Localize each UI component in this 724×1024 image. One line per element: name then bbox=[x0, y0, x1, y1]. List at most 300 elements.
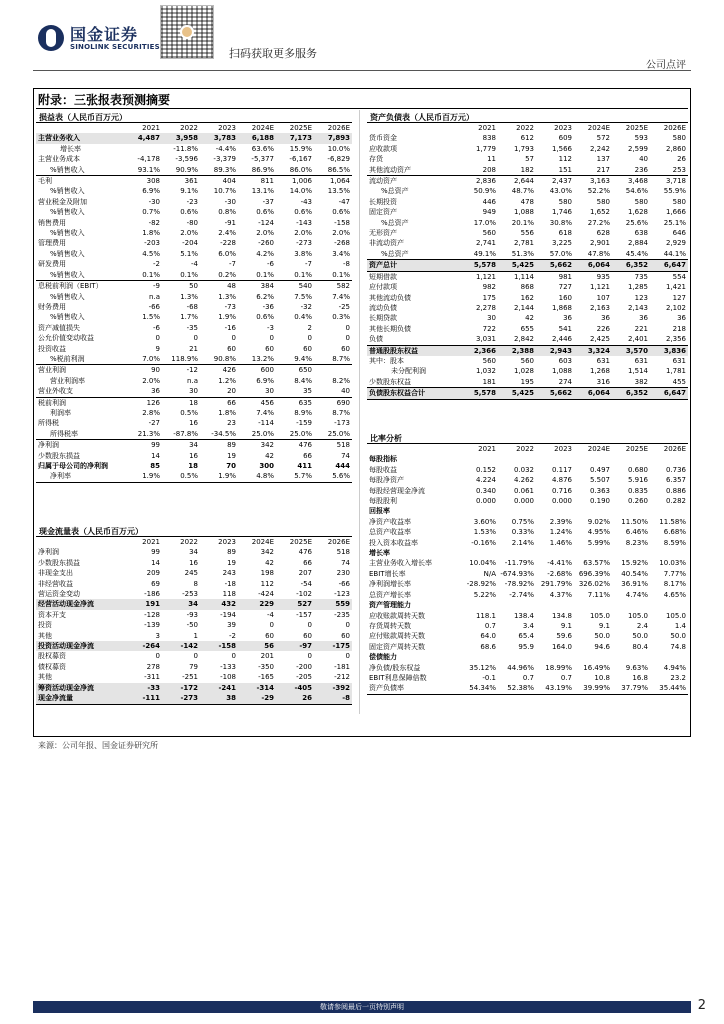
table-cell: -111 bbox=[124, 693, 162, 704]
footer-disclaimer: 敬请参阅最后一页特别声明 bbox=[320, 1003, 404, 1011]
table-cell: 10.0% bbox=[327, 144, 350, 153]
table-cell: 105.0 bbox=[589, 611, 610, 620]
sinolink-logo-icon bbox=[38, 25, 64, 51]
table-cell: 207 bbox=[298, 569, 312, 578]
table-cell: -91 bbox=[224, 218, 236, 227]
table-cell: 26 bbox=[677, 155, 686, 164]
table-cell: 4,487 bbox=[124, 133, 162, 143]
table-cell: 10.8 bbox=[594, 673, 610, 682]
table-cell: 16.49% bbox=[583, 663, 610, 672]
table-cell: 455 bbox=[650, 377, 688, 388]
table-cell: 14 bbox=[151, 558, 160, 567]
table-row bbox=[367, 558, 688, 568]
row-label: 主营业务成本 bbox=[38, 155, 80, 164]
table-row bbox=[36, 249, 352, 259]
table-cell: 1,088 bbox=[513, 208, 534, 217]
table-cell: 4.2% bbox=[256, 249, 274, 258]
row-label: 少数股东损益 bbox=[38, 558, 80, 567]
table-cell: 7.11% bbox=[587, 590, 610, 599]
row-label: 投资收益 bbox=[38, 344, 66, 353]
table-cell: -4 bbox=[191, 260, 198, 269]
row-label: 营业利润 bbox=[38, 366, 66, 375]
table-cell: 0.6% bbox=[180, 208, 198, 217]
table-cell: 1.9% bbox=[124, 471, 162, 482]
row-label: 净利率 bbox=[36, 471, 124, 482]
table-cell: 0 bbox=[307, 621, 312, 630]
table-cell: 118.1 bbox=[475, 611, 496, 620]
year-header: 2022 bbox=[180, 124, 198, 132]
row-label: 流动负债 bbox=[369, 303, 397, 312]
table-cell: 0 bbox=[307, 334, 312, 343]
table-cell: 1.4 bbox=[674, 621, 686, 630]
table-cell: -3 bbox=[267, 323, 274, 332]
table-cell: -0.1 bbox=[482, 673, 496, 682]
table-cell: 4.37% bbox=[549, 590, 572, 599]
table-cell: 518 bbox=[336, 548, 350, 557]
row-label: %销售收入 bbox=[50, 187, 85, 196]
row-label: 非经营收益 bbox=[38, 579, 73, 588]
year-header-blank bbox=[36, 537, 124, 547]
row-label: 普通股股东权益 bbox=[367, 345, 460, 356]
table-cell: -6,167 bbox=[289, 155, 312, 164]
table-row bbox=[367, 303, 688, 313]
table-cell: 638 bbox=[634, 229, 648, 238]
table-cell: -133 bbox=[220, 662, 236, 671]
table-cell bbox=[650, 600, 688, 610]
table-cell: 50.0 bbox=[670, 632, 686, 641]
table-row bbox=[367, 517, 688, 527]
table-cell: 0.000 bbox=[513, 497, 534, 506]
table-cell: 8.17% bbox=[663, 580, 686, 589]
table-row bbox=[36, 344, 352, 354]
table-cell: -203 bbox=[144, 239, 160, 248]
table-cell: -8 bbox=[314, 693, 352, 704]
table-row bbox=[367, 621, 688, 631]
table-cell: 631 bbox=[672, 356, 686, 365]
table-cell bbox=[612, 600, 650, 610]
table-cell: 2.0% bbox=[256, 229, 274, 238]
table-cell: 9.1% bbox=[180, 187, 198, 196]
table-cell: 0.6% bbox=[332, 208, 350, 217]
table-cell: 39 bbox=[227, 621, 236, 630]
table-cell: 1.3% bbox=[180, 292, 198, 301]
row-label: 资本开支 bbox=[38, 610, 66, 619]
table-cell: 18 bbox=[188, 462, 198, 470]
table-row bbox=[36, 281, 352, 292]
table-cell: -228 bbox=[220, 239, 236, 248]
row-label: %销售收入 bbox=[36, 270, 124, 281]
table-cell: 208 bbox=[460, 165, 498, 176]
table-cell: 54.6% bbox=[625, 187, 648, 196]
table-cell: 17.0% bbox=[473, 218, 496, 227]
table-cell: 0.152 bbox=[475, 465, 496, 474]
table-cell: 476 bbox=[298, 548, 312, 557]
table-cell: 35.12% bbox=[469, 663, 496, 672]
table-cell: 0.6% bbox=[256, 208, 274, 217]
table-cell: -7 bbox=[229, 260, 236, 269]
table-cell: 3,324 bbox=[574, 345, 612, 356]
table-cell: 18.99% bbox=[545, 663, 572, 672]
table-cell: 722 bbox=[482, 324, 496, 333]
year-header: 2024E bbox=[587, 445, 610, 453]
table-cell: 1,032 bbox=[475, 367, 496, 376]
table-cell: 226 bbox=[596, 324, 610, 333]
table-cell: -139 bbox=[144, 621, 160, 630]
table-cell: -2.68% bbox=[547, 569, 572, 578]
table-cell: 1.8% bbox=[218, 408, 236, 417]
table-cell: 3,163 bbox=[589, 177, 610, 186]
table-cell: 8.4% bbox=[294, 376, 312, 385]
table-cell: 2,599 bbox=[627, 144, 648, 153]
table-cell: 2,143 bbox=[627, 303, 648, 312]
table-cell: n.a bbox=[187, 376, 198, 385]
table-cell: 20.1% bbox=[511, 218, 534, 227]
table-cell: 2,437 bbox=[551, 177, 572, 186]
table-cell: 5,578 bbox=[460, 388, 498, 399]
table-cell: 112 bbox=[558, 155, 572, 164]
table-cell: 0.7 bbox=[522, 673, 534, 682]
table-row bbox=[367, 377, 688, 388]
table-cell: -50 bbox=[186, 621, 198, 630]
table-cell: 0.886 bbox=[665, 486, 686, 495]
table-cell: -2.74% bbox=[509, 590, 534, 599]
table-cell: -2 bbox=[229, 631, 236, 640]
table-cell: 0.7 bbox=[484, 621, 496, 630]
table-cell: 0.497 bbox=[589, 465, 610, 474]
table-cell: 90 bbox=[151, 366, 160, 375]
year-header-blank bbox=[36, 123, 124, 133]
row-label: 资产减值损失 bbox=[38, 323, 80, 332]
row-label: 资产负债率 bbox=[367, 683, 460, 694]
table-cell: 300 bbox=[259, 462, 274, 470]
table-row bbox=[367, 642, 688, 652]
table-cell: 2,741 bbox=[475, 239, 496, 248]
table-cell: -241 bbox=[200, 683, 238, 693]
row-label: 营运资金变动 bbox=[38, 590, 80, 599]
table-cell: 10.03% bbox=[659, 559, 686, 568]
table-cell bbox=[536, 454, 574, 464]
table-row bbox=[36, 354, 352, 365]
document-type: 公司点评 bbox=[646, 60, 686, 71]
table-cell: 49.1% bbox=[460, 249, 498, 260]
table-cell: 209 bbox=[146, 569, 160, 578]
table-cell: 195 bbox=[498, 377, 536, 388]
table-cell: 2,278 bbox=[475, 303, 496, 312]
table-row bbox=[36, 259, 352, 269]
qr-center-logo-icon bbox=[180, 25, 194, 39]
table-row bbox=[367, 186, 688, 196]
table-cell: 631 bbox=[634, 356, 648, 365]
table-cell: 74 bbox=[341, 451, 350, 460]
row-label: %总资产 bbox=[381, 218, 409, 227]
table-cell: -2 bbox=[153, 260, 160, 269]
table-cell: 64.0 bbox=[480, 632, 496, 641]
table-cell: 35.44% bbox=[650, 683, 688, 694]
table-cell: 6,352 bbox=[612, 388, 650, 399]
balance-sheet-panel bbox=[367, 112, 688, 400]
table-cell: 245 bbox=[184, 569, 198, 578]
table-row bbox=[36, 568, 352, 578]
table-cell: 95.9 bbox=[518, 642, 534, 651]
table-cell: 60 bbox=[341, 631, 350, 640]
table-cell: 44.96% bbox=[507, 663, 534, 672]
table-cell: 60 bbox=[341, 344, 350, 353]
table-cell: 612 bbox=[520, 134, 534, 143]
table-cell: 42 bbox=[525, 314, 534, 323]
year-header: 2021 bbox=[142, 538, 160, 546]
table-row bbox=[367, 144, 688, 154]
table-cell: 89 bbox=[227, 548, 236, 557]
table-cell: 4.262 bbox=[513, 476, 534, 485]
table-cell: -11.79% bbox=[504, 559, 534, 568]
table-cell: 1,781 bbox=[665, 367, 686, 376]
table-cell: 8.7% bbox=[314, 354, 352, 365]
table-cell: 291.79% bbox=[540, 580, 572, 589]
table-row bbox=[36, 397, 352, 408]
table-cell: 3,468 bbox=[627, 177, 648, 186]
row-label: 固定资产周转天数 bbox=[369, 642, 425, 651]
table-cell: -173 bbox=[334, 419, 350, 428]
table-cell: 70 bbox=[226, 462, 236, 470]
row-label: 负债股东权益合计 bbox=[367, 388, 460, 399]
table-cell: -25 bbox=[338, 302, 350, 311]
table-cell: -114 bbox=[258, 419, 274, 428]
table-cell: 118 bbox=[222, 590, 236, 599]
year-header: 2022 bbox=[180, 538, 198, 546]
table-cell: 30 bbox=[487, 314, 496, 323]
table-cell: 1.5% bbox=[142, 313, 160, 322]
table-cell: 0.282 bbox=[665, 497, 686, 506]
table-cell: 6,188 bbox=[238, 133, 276, 143]
table-cell bbox=[650, 506, 688, 516]
table-row bbox=[36, 386, 352, 397]
table-cell bbox=[124, 144, 162, 154]
table-cell bbox=[612, 454, 650, 464]
table-cell: 3.8% bbox=[294, 249, 312, 258]
table-cell bbox=[536, 600, 574, 610]
table-cell: 99 bbox=[151, 548, 160, 557]
row-label: 现金净流量 bbox=[36, 693, 124, 704]
table-cell: 2,102 bbox=[665, 303, 686, 312]
table-cell: 580 bbox=[558, 197, 572, 206]
footer-band bbox=[33, 1001, 691, 1013]
table-cell: 2,884 bbox=[627, 239, 648, 248]
table-cell: 0 bbox=[307, 652, 312, 661]
table-row bbox=[367, 465, 688, 475]
table-cell: 5.22% bbox=[473, 590, 496, 599]
table-cell: 90.8% bbox=[200, 354, 238, 365]
table-cell: 47.8% bbox=[574, 249, 612, 260]
table-cell: 2,943 bbox=[536, 345, 574, 356]
year-header-row bbox=[36, 537, 352, 547]
year-header-row bbox=[367, 123, 688, 133]
table-cell: 478 bbox=[520, 197, 534, 206]
table-cell: 2.39% bbox=[549, 517, 572, 526]
table-cell: 218 bbox=[672, 324, 686, 333]
row-label: 股权募资 bbox=[38, 652, 66, 661]
row-label: 存货周转天数 bbox=[369, 621, 411, 630]
table-row bbox=[36, 641, 352, 651]
row-label: 应收账款周转天数 bbox=[369, 611, 425, 620]
table-cell: 981 bbox=[558, 272, 572, 281]
table-cell: 6.46% bbox=[625, 528, 648, 537]
table-cell: 0.000 bbox=[551, 497, 572, 506]
table-cell: 0 bbox=[269, 334, 274, 343]
table-cell: -143 bbox=[296, 218, 312, 227]
table-cell: 1,566 bbox=[551, 144, 572, 153]
row-label: 应收款项 bbox=[369, 144, 397, 153]
table-cell: 0.1% bbox=[314, 270, 352, 281]
table-cell: 3,225 bbox=[551, 239, 572, 248]
table-row bbox=[36, 408, 352, 418]
table-cell: 36 bbox=[563, 314, 572, 323]
table-cell: 1,285 bbox=[627, 283, 648, 292]
table-cell: 361 bbox=[184, 177, 198, 186]
table-cell: 36 bbox=[601, 314, 610, 323]
table-cell: 404 bbox=[222, 177, 236, 186]
table-cell: 580 bbox=[672, 197, 686, 206]
row-label: 其他 bbox=[38, 631, 52, 640]
table-cell: -264 bbox=[124, 641, 162, 651]
table-row bbox=[367, 356, 688, 366]
table-cell: -205 bbox=[296, 673, 312, 682]
table-cell: -102 bbox=[296, 590, 312, 599]
table-cell: 540 bbox=[298, 282, 312, 291]
table-cell: 0 bbox=[155, 334, 160, 343]
table-cell: 556 bbox=[520, 229, 534, 238]
row-label: 资产管理能力 bbox=[369, 601, 411, 610]
table-row bbox=[36, 333, 352, 343]
table-row bbox=[367, 579, 688, 589]
table-cell: 43.0% bbox=[549, 187, 572, 196]
table-cell: 2,842 bbox=[498, 334, 536, 345]
table-cell: 34 bbox=[189, 548, 198, 557]
row-label: 净负债/股东权益 bbox=[369, 663, 421, 672]
year-header: 2026E bbox=[327, 124, 350, 132]
table-cell: 105.0 bbox=[627, 611, 648, 620]
table-cell: -9 bbox=[153, 282, 160, 291]
table-cell: 628 bbox=[596, 229, 610, 238]
table-cell: 6.9% bbox=[142, 187, 160, 196]
table-cell: 13.5% bbox=[327, 187, 350, 196]
table-cell: 59.6 bbox=[556, 632, 572, 641]
row-label: 长期贷款 bbox=[369, 314, 397, 323]
row-label: 增长率 bbox=[60, 144, 81, 153]
table-cell: 0.33% bbox=[511, 528, 534, 537]
row-label: 债权募资 bbox=[38, 662, 66, 671]
table-cell: 230 bbox=[336, 569, 350, 578]
table-row bbox=[36, 429, 352, 440]
table-cell: 162 bbox=[520, 293, 534, 302]
row-label: 无形资产 bbox=[369, 229, 397, 238]
table-row bbox=[367, 366, 688, 376]
balance-sheet-table bbox=[367, 123, 688, 400]
table-row bbox=[367, 538, 688, 548]
table-row bbox=[36, 651, 352, 661]
table-cell: 3.60% bbox=[473, 517, 496, 526]
table-cell: -3,596 bbox=[175, 155, 198, 164]
row-label: 净利润 bbox=[38, 548, 59, 557]
row-label: 投入资本收益率 bbox=[369, 538, 418, 547]
table-cell: 30 bbox=[162, 386, 200, 397]
year-header-blank bbox=[367, 444, 460, 454]
table-cell: 5.7% bbox=[276, 471, 314, 482]
table-cell bbox=[498, 652, 536, 662]
table-cell: 476 bbox=[298, 441, 312, 450]
table-cell: 2.4 bbox=[636, 621, 648, 630]
table-cell: 2,163 bbox=[589, 303, 610, 312]
table-cell: -108 bbox=[220, 673, 236, 682]
source-note: 来源：公司年报、国金证券研究所 bbox=[38, 741, 158, 750]
year-header: 2025E bbox=[625, 124, 648, 132]
table-cell: 2.14% bbox=[511, 538, 534, 547]
table-cell: 25.0% bbox=[276, 429, 314, 440]
table-cell: -4 bbox=[267, 610, 274, 619]
year-header: 2022 bbox=[516, 124, 534, 132]
table-cell: 1,121 bbox=[475, 272, 496, 281]
table-cell: 690 bbox=[336, 398, 350, 407]
table-cell: 444 bbox=[335, 462, 350, 470]
table-cell: 26 bbox=[276, 693, 314, 704]
table-cell: 935 bbox=[596, 272, 610, 281]
table-cell: 5,425 bbox=[498, 260, 536, 271]
table-cell: 1.2% bbox=[218, 376, 236, 385]
table-cell: 1,779 bbox=[475, 144, 496, 153]
table-row bbox=[367, 313, 688, 323]
row-label: 货币资金 bbox=[369, 134, 397, 143]
row-label: 资产总计 bbox=[367, 260, 460, 271]
table-cell: 0 bbox=[231, 652, 236, 661]
table-row bbox=[36, 270, 352, 281]
row-label: 少数股东损益 bbox=[38, 451, 80, 460]
row-label: 营业外收支 bbox=[36, 386, 124, 397]
table-cell: 9.63% bbox=[625, 663, 648, 672]
table-row bbox=[367, 249, 688, 260]
table-cell bbox=[498, 454, 536, 464]
table-cell: -68 bbox=[186, 302, 198, 311]
row-label: 经营活动现金净流 bbox=[36, 599, 124, 609]
row-label: 净利润 bbox=[38, 441, 59, 450]
table-cell: 137 bbox=[596, 155, 610, 164]
table-cell: 2,356 bbox=[650, 334, 688, 345]
table-cell: 5.916 bbox=[627, 476, 648, 485]
table-cell: 580 bbox=[634, 197, 648, 206]
table-cell: 16 bbox=[189, 558, 198, 567]
row-label: 利润率 bbox=[50, 408, 71, 417]
row-label: %销售收入 bbox=[50, 292, 85, 301]
table-cell: 5,662 bbox=[536, 388, 574, 399]
table-cell: -12 bbox=[186, 366, 198, 375]
table-cell: 2,781 bbox=[513, 239, 534, 248]
table-row bbox=[367, 228, 688, 238]
table-cell: 1,514 bbox=[627, 367, 648, 376]
table-cell: -43 bbox=[300, 197, 312, 206]
table-cell: -128 bbox=[144, 610, 160, 619]
table-cell: -47 bbox=[338, 197, 350, 206]
table-cell: 0 bbox=[345, 621, 350, 630]
table-cell: 27.2% bbox=[587, 218, 610, 227]
income-statement-panel bbox=[36, 112, 352, 483]
table-cell: 2,144 bbox=[513, 303, 534, 312]
table-cell: 6,064 bbox=[574, 260, 612, 271]
table-cell: -66 bbox=[148, 302, 160, 311]
table-cell: 2,860 bbox=[665, 144, 686, 153]
cashflow-statement-panel bbox=[36, 526, 352, 705]
table-cell: 63.6% bbox=[251, 144, 274, 153]
table-cell: 838 bbox=[482, 134, 496, 143]
table-cell: 4.8% bbox=[238, 471, 276, 482]
table-cell: 6.2% bbox=[256, 292, 274, 301]
